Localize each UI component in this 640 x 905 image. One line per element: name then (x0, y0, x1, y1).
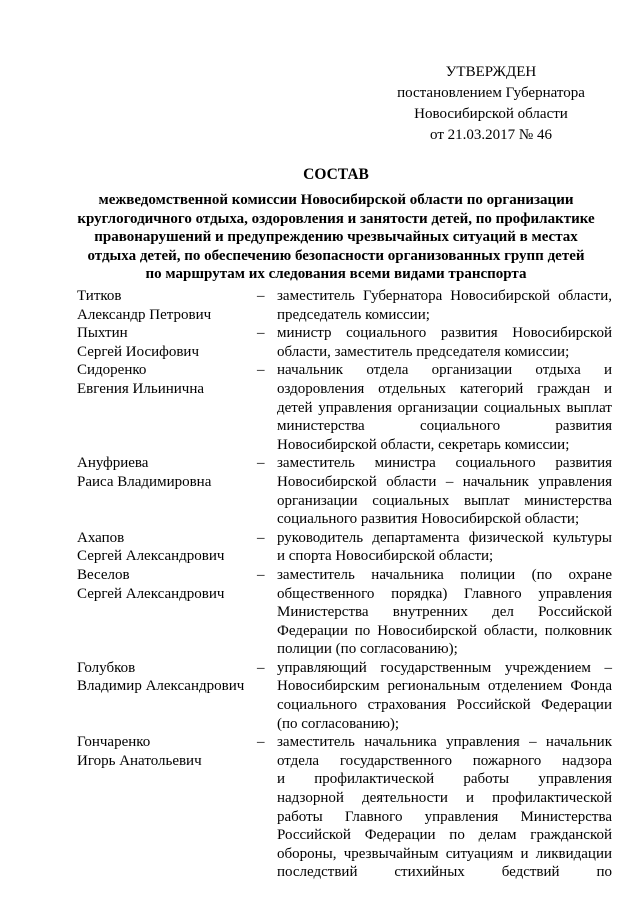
member-dash: – (257, 362, 265, 379)
member-role-line: Федерации по Новосибирской области, полковник (277, 622, 612, 639)
heading-line: круглогодичного отдыха, оздоровления и занятости детей, по профилактике (77, 210, 595, 227)
member-dash: – (257, 455, 265, 472)
heading-line: по маршрутам их следования всеми видами транспорта (145, 266, 527, 282)
member-entry (77, 733, 612, 882)
member-entry (77, 529, 612, 566)
heading-line: межведомственной комиссии Новосибирской области по организации (98, 192, 574, 208)
member-entry (77, 287, 612, 324)
member-surname: Сидоренко (77, 362, 147, 379)
member-role (277, 659, 612, 733)
member-dash: – (257, 325, 265, 342)
member-dash: – (257, 288, 265, 304)
member-role-line: Новосибирской области – начальник управления (277, 473, 612, 490)
member-role-line: социального развития Новосибирской области; (277, 511, 580, 528)
member-role-line: социального страхования Российской Федерации (277, 697, 612, 714)
member-role (277, 324, 612, 361)
member-role-line: заместитель Губернатора Новосибирской области, (277, 288, 612, 304)
member-role-line: (по согласованию); (277, 715, 400, 732)
member-role-line: руководитель департамента физической культуры (277, 529, 612, 546)
heading-line: правонарушений и предупреждению чрезвычайных ситуаций в местах (94, 229, 578, 245)
member-role-line: Новосибирской области, секретарь комиссии; (277, 436, 570, 453)
member-role-line: отдела государственного пожарного надзора (277, 752, 612, 769)
approval-region: Новосибирской области (414, 106, 568, 122)
member-given-names: Евгения Ильинична (77, 380, 205, 397)
member-role-line: Министерства внутренних дел Российской (277, 604, 612, 621)
member-dash: – (257, 529, 265, 546)
member-role-line: начальник отдела организации отдыха и (277, 362, 612, 379)
member-role-line: заместитель начальника полиции (по охране (277, 566, 612, 583)
member-entry (77, 324, 612, 361)
approval-word: УТВЕРЖДЕН (445, 64, 537, 80)
member-given-names: Александр Петрович (77, 306, 212, 323)
member-role-line: работы Главного управления Министерства (277, 808, 612, 825)
member-role-line: министр социального развития Новосибирской (277, 325, 612, 342)
member-name (77, 454, 257, 528)
member-role-line: управляющий государственным учреждением – (277, 659, 612, 676)
member-role-line: Российской Федерации по делам гражданской (277, 827, 612, 844)
member-role-line: детей управления организации социальных выплат (277, 399, 612, 416)
member-role-line: общественного порядка) Главного управления (277, 585, 612, 602)
member-surname: Ануфриева (77, 455, 149, 472)
member-role-line: надзорной деятельности и профилактической (277, 790, 612, 807)
member-given-names: Сергей Иосифович (77, 343, 199, 360)
member-role-line: заместитель начальника управления – начальник (277, 734, 612, 751)
member-role (277, 566, 612, 659)
member-name (77, 287, 257, 324)
member-surname: Ахапов (77, 529, 125, 546)
member-role-line: организации социальных выплат министерства (277, 492, 612, 509)
member-name (77, 324, 257, 361)
member-role (277, 361, 612, 454)
document-title: СОСТАВ (303, 166, 369, 183)
member-role-line: полиции (по согласованию); (277, 641, 458, 658)
member-role (277, 454, 612, 528)
member-role-line: области, заместитель председателя комиссии; (277, 343, 570, 360)
members-list (77, 287, 612, 882)
heading-line: отдыха детей, по обеспечению безопасности организованных групп детей (87, 247, 585, 264)
member-surname: Веселов (77, 566, 130, 583)
member-entry (77, 454, 612, 528)
member-given-names: Раиса Владимировна (77, 473, 212, 490)
member-role-line: последствий стихийных бедствий по (277, 864, 612, 881)
member-dash: – (257, 659, 265, 676)
member-role-line: и профилактической работы управления (277, 771, 612, 788)
member-role (277, 733, 612, 882)
member-name (77, 566, 257, 659)
approval-stamp (380, 62, 602, 146)
approval-resolution: постановлением Губернатора (397, 85, 585, 101)
member-name (77, 361, 257, 454)
member-entry (77, 659, 612, 733)
member-role-line: заместитель министра социального развития (277, 455, 612, 472)
member-surname: Титков (77, 288, 122, 304)
member-role (277, 287, 612, 324)
member-role (277, 529, 612, 566)
member-name (77, 733, 257, 882)
member-name (77, 659, 257, 733)
member-given-names: Игорь Анатольевич (77, 752, 202, 769)
member-dash: – (257, 566, 265, 583)
member-surname: Гончаренко (77, 734, 151, 751)
member-given-names: Сергей Александрович (77, 585, 225, 602)
member-surname: Пыхтин (77, 325, 128, 342)
member-given-names: Сергей Александрович (77, 548, 225, 565)
member-entry (77, 361, 612, 454)
member-surname: Голубков (77, 659, 136, 676)
document-heading (60, 165, 612, 284)
member-entry (77, 566, 612, 659)
member-dash: – (257, 734, 265, 751)
member-role-line: министерства социального развития (277, 418, 612, 435)
member-role-line: Новосибирским региональным отделением Фонда (277, 678, 612, 695)
member-role-line: председатель комиссии; (277, 306, 430, 323)
approval-date-number: от 21.03.2017 № 46 (430, 127, 552, 143)
member-role-line: обороны, чрезвычайным ситуациям и ликвидации (277, 845, 612, 862)
member-role-line: оздоровления отдельных категорий граждан и (277, 380, 612, 397)
member-role-line: и спорта Новосибирской области; (277, 548, 494, 565)
member-given-names: Владимир Александрович (77, 678, 245, 695)
member-name (77, 529, 257, 566)
